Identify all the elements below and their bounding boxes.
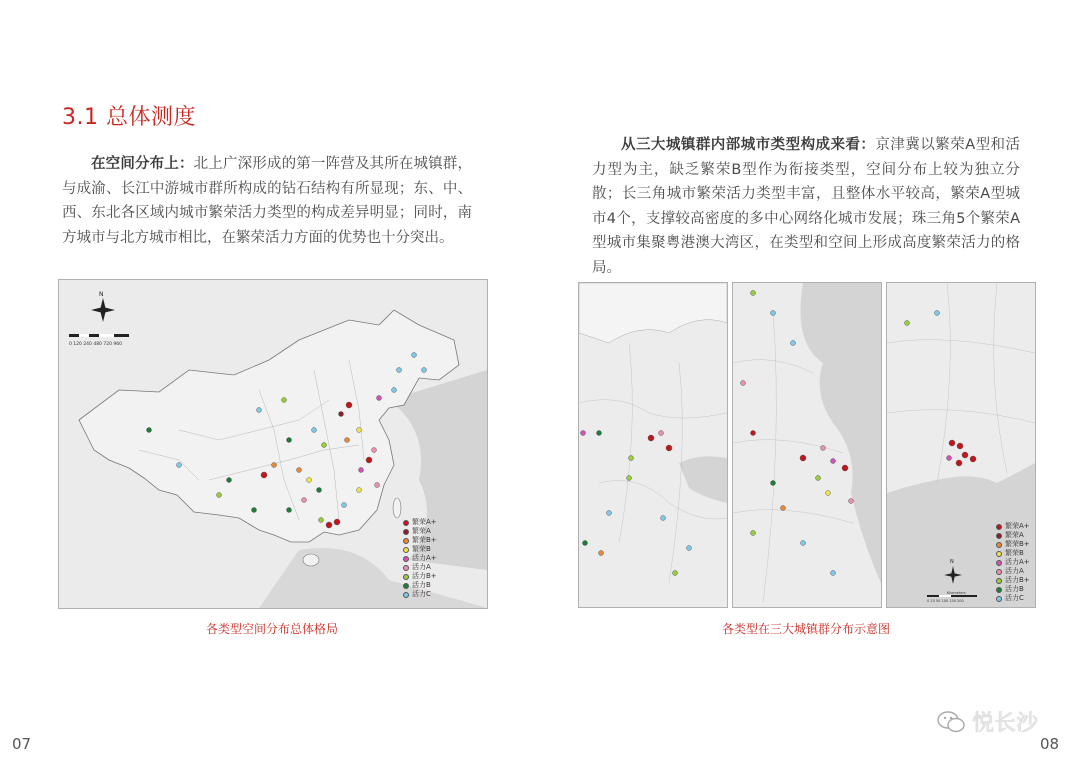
right-paragraph <box>592 133 1020 280</box>
legend-dot <box>403 538 409 544</box>
legend-item: 繁荣A+ <box>996 522 1030 531</box>
legend-dot <box>403 547 409 553</box>
legend-dot <box>996 524 1002 530</box>
wechat-icon <box>936 709 966 735</box>
jingjinji-map-panel <box>578 282 728 608</box>
legend-dot <box>996 587 1002 593</box>
legend-dot <box>996 569 1002 575</box>
legend-item: 活力C <box>996 594 1030 603</box>
right-paragraph-lead: 从三大城镇群内部城市类型构成来看： <box>621 137 876 153</box>
legend-dot <box>403 556 409 562</box>
legend-item: 活力B+ <box>403 572 437 581</box>
legend-dot <box>996 578 1002 584</box>
panel-north-label: N <box>950 559 954 565</box>
yangtze-delta-map-panel <box>732 282 882 608</box>
legend-item: 活力A <box>403 563 437 572</box>
legend-item: 活力B+ <box>996 576 1030 585</box>
caption-right: 各类型在三大城镇群分布示意图 <box>721 622 890 636</box>
legend-item: 繁荣A <box>403 527 437 536</box>
panel-scale-ticks: 0 25 50 100 150 200 <box>927 599 964 603</box>
legend-dot <box>996 542 1002 548</box>
legend-dot <box>403 529 409 535</box>
legend-dot <box>403 520 409 526</box>
legend-item: 活力C <box>403 590 437 599</box>
legend-dot <box>403 592 409 598</box>
scale-ticks: 0 120 240 480 720 960 <box>69 342 122 347</box>
legend-dot <box>403 574 409 580</box>
left-paragraph-body: 北上广深形成的第一阵营及其所在城镇群，与成渝、长江中游城市群所构成的钻石结构有所显现；东、中、西、东北各区域内城市繁荣活力类型的构成差异明显；同时，南方城市与北方城市相比，在繁荣活力方面的优势也十分突出。 <box>62 156 473 246</box>
panel-scale-unit: Kilometers <box>947 591 966 595</box>
legend-dot <box>403 565 409 571</box>
section-title: 3.1 总体测度 <box>62 105 196 130</box>
watermark-text: 悦长沙 <box>972 711 1039 736</box>
main-map-legend <box>403 518 437 599</box>
legend-dot <box>996 551 1002 557</box>
legend-item: 活力A <box>996 567 1030 576</box>
legend-dot <box>996 533 1002 539</box>
legend-item: 繁荣A <box>996 531 1030 540</box>
delta-map-legend <box>996 522 1030 603</box>
legend-item: 活力B <box>403 581 437 590</box>
watermark <box>936 706 1038 737</box>
caption-left: 各类型空间分布总体格局 <box>205 622 338 636</box>
legend-dot <box>403 583 409 589</box>
left-paragraph <box>62 152 472 250</box>
legend-item: 活力A+ <box>403 554 437 563</box>
left-paragraph-lead: 在空间分布上： <box>91 156 194 172</box>
right-paragraph-body: 京津冀以繁荣A型和活力型为主，缺乏繁荣B型作为衔接类型，空间分布上较为独立分散；长三角城市繁荣活力类型丰富，且整体水平较高，繁荣A型城市4个，支撑较高密度的多中心网络化城市发展；珠三角5个繁荣A型城市集聚粤港澳大湾区，在类型和空间上形成高度繁荣活力的格局。 <box>592 137 1021 276</box>
north-label: N <box>99 291 104 298</box>
legend-dot <box>996 560 1002 566</box>
legend-dot <box>996 596 1002 602</box>
legend-item: 繁荣B <box>996 549 1030 558</box>
yangtze-delta-map-graphic <box>733 283 881 607</box>
legend-item: 繁荣B <box>403 545 437 554</box>
legend-item: 活力B <box>996 585 1030 594</box>
legend-item: 繁荣B+ <box>403 536 437 545</box>
jingjinji-map-graphic <box>579 283 727 607</box>
legend-item: 繁荣A+ <box>403 518 437 527</box>
page-number-left: 07 <box>12 735 32 753</box>
page-number-right: 08 <box>1040 735 1060 753</box>
legend-item: 繁荣B+ <box>996 540 1030 549</box>
legend-item: 活力A+ <box>996 558 1030 567</box>
